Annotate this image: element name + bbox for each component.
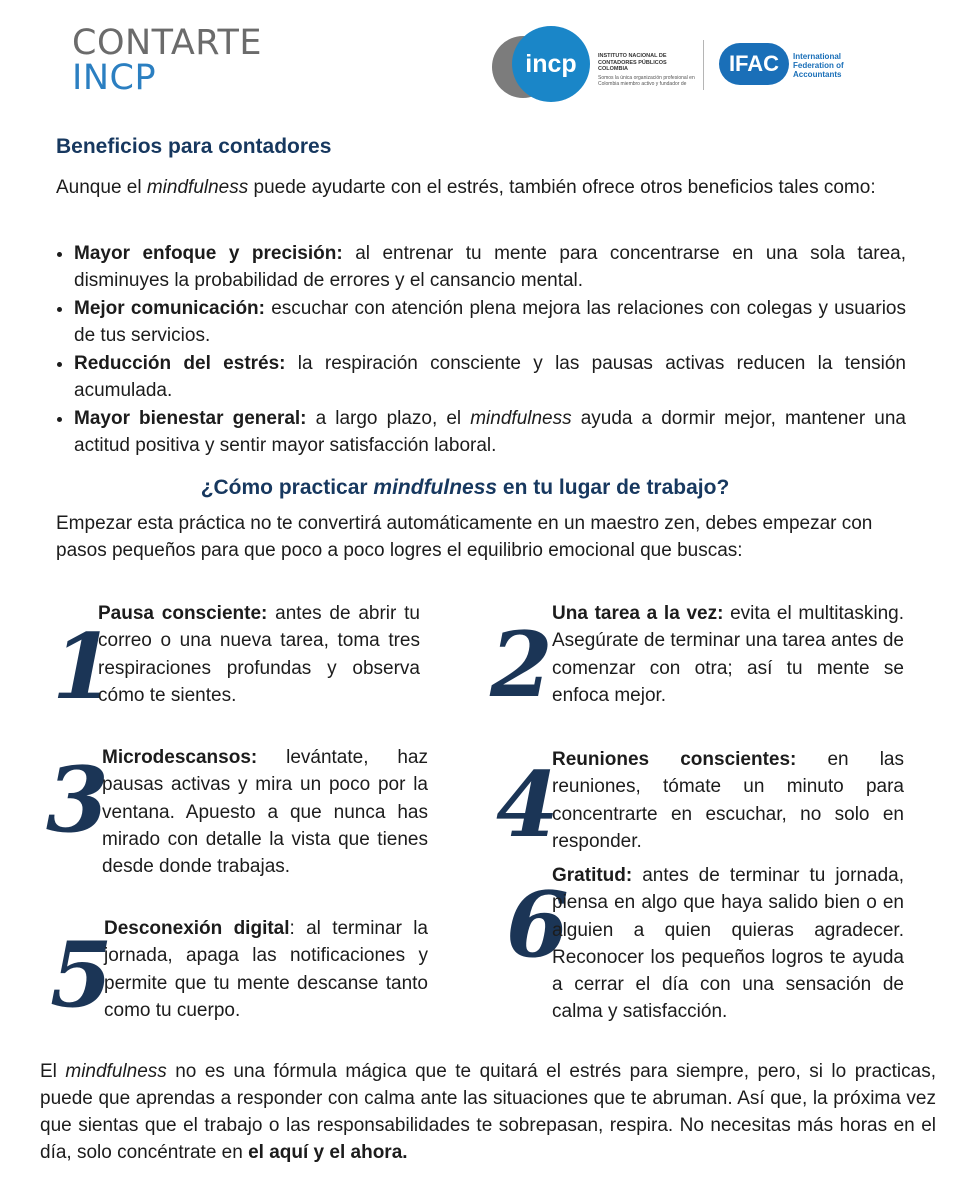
closing-emphasis: mindfulness [65,1061,167,1082]
heading-text-b: en tu lugar de trabajo? [497,476,730,499]
step-number-5: 5 [50,922,113,1028]
incp-logo [512,26,590,102]
section-heading-practice [0,476,930,500]
step-body: antes de terminar tu jornada, piensa en algo que haya salido bien o en alguien a quien quieras agradecer. Reconocer los pequeños logros te ayuda a cerrar el día con una sensación de calma y satisfacción. [552,865,904,1023]
step-number-2: 2 [490,612,553,718]
benefit-text: al entrenar tu mente para concentrarse en una sola tarea, disminuyes la probabilidad de errores y el cansancio mental. [74,243,906,291]
benefit-title: Mayor enfoque y precisión: [74,243,343,264]
benefits-list [56,240,906,460]
step-number-3: 3 [46,747,109,853]
step-number-6: 6 [506,872,569,978]
step-title: Reuniones conscientes: [552,749,797,770]
step-body: levántate, haz pausas activas y mira un poco por la ventana. Apuesto a que nunca has mirado con detalle la vista que tienes desde donde trabajas. [102,747,428,878]
step-title: Pausa consciente: [98,603,268,624]
incp-full-name: INSTITUTO NACIONAL DE CONTADORES PÚBLICOS COLOMBIA [598,53,667,72]
benefits-intro [56,174,904,201]
incp-tagline: Somos la única organización profesional en Colombia miembro activo y fundador de [598,75,695,87]
intro-text-b: puede ayudarte con el estrés, también ofrece otros beneficios tales como: [248,177,876,198]
closing-text-b: no es una fórmula mágica que te quitará el estrés para siempre, pero, si lo practicas, puede que aprendas a responder con calma ante las situaciones que te abruman. Así que, la próxima vez que sientas que el trabajo o las responsabilidades te sobrepasan, respira. No necesitas más horas en el día, solo concéntrate en [40,1061,936,1163]
benefit-title: Mejor comunicación: [74,298,265,319]
benefit-item [74,405,906,459]
benefit-item [74,240,906,294]
closing-text-a: El [40,1061,66,1082]
incp-logo-text: incp [525,49,577,78]
benefit-text: a largo plazo, el [306,408,471,429]
heading-emphasis: mindfulness [373,476,498,499]
heading-text-a: ¿Cómo practicar [200,476,374,499]
step-5-text [104,915,428,1024]
step-2-text [552,600,904,709]
intro-text-a: Aunque el [56,177,147,198]
benefit-emphasis: mindfulness [470,408,572,429]
step-title: Gratitud: [552,865,633,886]
step-6-text [552,862,904,1026]
benefit-text: ayuda a dormir mejor, mantener una actitud positiva y sentir mayor satisfacción laboral. [74,408,906,456]
benefit-text: escuchar con atención plena mejora las relaciones con colegas y usuarios de tus servicios. [74,298,906,346]
closing-paragraph [40,1058,936,1166]
step-1-text [98,600,420,709]
benefit-title: Reducción del estrés: [74,353,286,374]
intro-emphasis: mindfulness [146,177,249,198]
step-number-4: 4 [496,752,559,858]
step-title: Una tarea a la vez: [552,603,724,624]
practice-intro: Empezar esta práctica no te convertirá automáticamente en un maestro zen, debes empezar con pasos pequeños para que poco a poco logres el equilibrio emocional que buscas: [56,513,873,561]
step-number-1: 1 [52,614,115,720]
step-body: antes de abrir tu correo o una nueva tarea, toma tres respiraciones profundas y observa cómo te sientes. [98,603,420,706]
brand-line-contarte: CONTARTE [72,23,263,63]
benefit-text: la respiración consciente y las pausas activas reducen la tensión acumulada. [74,353,906,401]
brand-line-incp: INCP [72,58,157,98]
benefit-item [74,350,906,404]
step-title: Desconexión digital [104,918,290,939]
step-title: Microdescansos: [102,747,258,768]
contarte-brand-logo [72,23,263,98]
ifac-logo [719,43,789,85]
ifac-full-name: International Federation of Accountants [793,52,844,79]
ifac-logo-text: IFAC [728,51,780,76]
benefit-title: Mayor bienestar general: [74,408,307,429]
step-body: evita el multitasking. Asegúrate de terminar una tarea antes de comenzar con otra; así tu mente se enfoca mejor. [552,603,904,706]
benefit-item [74,295,906,349]
section-heading-benefits: Beneficios para contadores [56,135,332,158]
step-4-text [552,746,904,855]
logo-divider [703,40,704,90]
step-body: : al terminar la jornada, apaga las notificaciones y permite que tu mente descanse tanto como tu cuerpo. [104,918,428,1021]
closing-strong: el aquí y el ahora. [248,1142,408,1163]
step-body: en las reuniones, tómate un minuto para concentrarte en escuchar, no solo en responder. [552,749,904,852]
step-3-text [102,744,428,880]
